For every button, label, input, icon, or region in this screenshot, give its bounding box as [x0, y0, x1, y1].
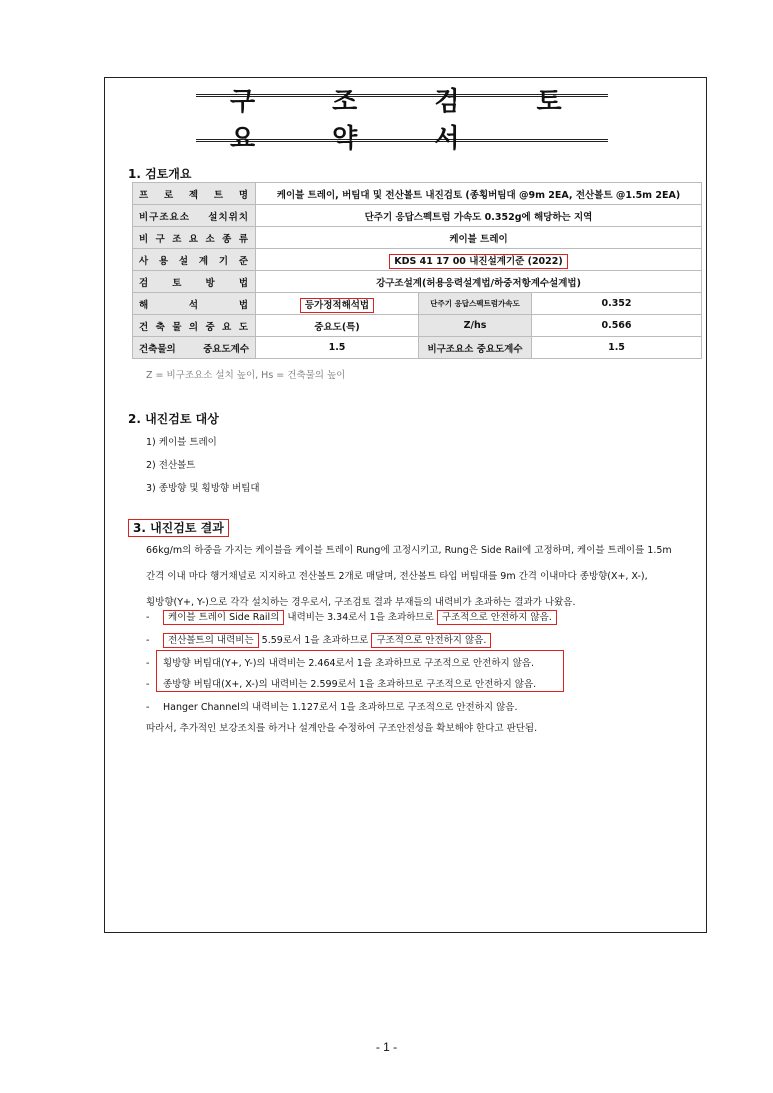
row-value: 케이블 트레이, 버팀대 및 전산볼트 내진검토 (종횡버팀대 @9m 2EA, 전산볼트 @1.5m 2EA): [256, 183, 702, 205]
table-row: [133, 249, 702, 271]
bullet-text: 내력비는 3.34로서 1을 초과하므로: [284, 612, 437, 623]
document-title: [196, 87, 608, 154]
table-row: [133, 337, 702, 359]
paragraph-line-1: 66kg/m의 하중을 가지는 케이블을 케이블 트레이 Rung에 고정시키고, Rung은 Side Rail에 고정하며, 케이블 트레이를 1.5m: [146, 545, 672, 556]
row-label: 검 토 방 법: [133, 271, 256, 293]
row-label-2: Z/hs: [419, 315, 532, 337]
section-1-heading: 1. 검토개요: [128, 167, 192, 181]
paragraph-line-3: 횡방향(Y+, Y-)으로 각각 설치하는 경우로서, 구조검토 결과 부재들의 내력비가 초과하는 결과가 나왔음.: [146, 597, 576, 608]
bullet-text: Hanger Channel의 내력비는 1.127로서 1을 초과하므로 구조적으로 안전하지 않음.: [163, 702, 518, 713]
row-label-2: 단주기 응답스펙트럼가속도: [419, 293, 532, 315]
table-row: [133, 315, 702, 337]
section-2-heading: 2. 내진검토 대상: [128, 412, 219, 426]
highlight-side-rail: 케이블 트레이 Side Rail의: [163, 610, 284, 625]
row-value: 1.5: [256, 337, 419, 359]
table-note: Z = 비구조요소 설치 높이, Hs = 건축물의 높이: [146, 370, 346, 381]
bullet-text: 종방향 버팀대(X+, X-)의 내력비는 2.599로서 1을 초과하므로 구조적으로 안전하지 않음.: [163, 679, 537, 690]
row-value-2: 1.5: [532, 337, 702, 359]
highlight-analysis-method: 등가정적해석법: [300, 298, 374, 313]
bullet-dash: -: [146, 679, 150, 690]
table-row: [133, 227, 702, 249]
highlight-unsafe: 구조적으로 안전하지 않음.: [437, 610, 557, 625]
row-value: [256, 249, 702, 271]
table-row: [133, 271, 702, 293]
row-label: 건 축 물 의 중 요 도: [133, 315, 256, 337]
bullet-text: 횡방향 버팀대(Y+, Y-)의 내력비는 2.464로서 1을 초과하므로 구조적으로 안전하지 않음.: [163, 658, 535, 669]
bullet-dash: -: [146, 702, 150, 713]
table-row: [133, 183, 702, 205]
row-label-2: 비구조요소 중요도계수: [419, 337, 532, 359]
bullet-threaded-bolt: [146, 632, 491, 646]
bullet-dash: -: [146, 635, 150, 646]
highlight-design-code: KDS 41 17 00 내진설계기준 (2022): [389, 254, 567, 269]
highlight-bolt: 전산볼트의 내력비는: [163, 633, 259, 648]
row-value: 케이블 트레이: [256, 227, 702, 249]
bullet-text: 5.59로서 1을 초과하므로: [258, 635, 372, 646]
row-value-2: 0.566: [532, 315, 702, 337]
target-item-3: 3) 종방향 및 횡방향 버팀대: [146, 483, 260, 494]
bullet-hanger-channel: [146, 699, 517, 713]
page-number: - 1 -: [375, 1040, 398, 1054]
row-value: 단주기 응답스펙트럼 가속도 0.352g에 해당하는 지역: [256, 205, 702, 227]
title-text: 구 조 검 토 요 약 서: [230, 87, 596, 154]
conclusion: 따라서, 추가적인 보강조치를 하거나 설계안을 수정하여 구조안전성을 확보해야 한다고 판단됨.: [146, 723, 538, 734]
row-label: 건축물의 중요도계수: [133, 337, 256, 359]
row-value: 중요도(특): [256, 315, 419, 337]
row-label: 사 용 설 계 기 준: [133, 249, 256, 271]
row-label: 프 로 젝 트 명: [133, 183, 256, 205]
bullet-lateral-brace: [146, 655, 534, 669]
highlight-section-3: 3. 내진검토 결과: [128, 519, 229, 537]
row-label: 비구조요소 설치위치: [133, 205, 256, 227]
section-3-heading: [128, 519, 229, 536]
summary-table: [132, 182, 702, 359]
target-item-2: 2) 전산볼트: [146, 460, 196, 471]
row-label: 비 구 조 요 소 종 류: [133, 227, 256, 249]
row-value-2: 0.352: [532, 293, 702, 315]
bullet-dash: -: [146, 612, 150, 623]
target-item-1: 1) 케이블 트레이: [146, 437, 217, 448]
row-value: 강구조설계(허용응력설계법/하중저항계수설계법): [256, 271, 702, 293]
row-value: [256, 293, 419, 315]
row-label: 해 석 법: [133, 293, 256, 315]
table-row: [133, 293, 702, 315]
bullet-longitudinal-brace: [146, 676, 536, 690]
paragraph-line-2: 간격 이내 마다 행거채널로 지지하고 전산볼트 2개로 매달며, 전산볼트 타입 버팀대를 9m 간격 이내마다 종방향(X+, X-),: [146, 571, 648, 582]
result-paragraph: [146, 538, 706, 616]
table-row: [133, 205, 702, 227]
bullet-side-rail: [146, 609, 557, 623]
bullet-dash: -: [146, 658, 150, 669]
highlight-unsafe: 구조적으로 안전하지 않음.: [371, 633, 491, 648]
